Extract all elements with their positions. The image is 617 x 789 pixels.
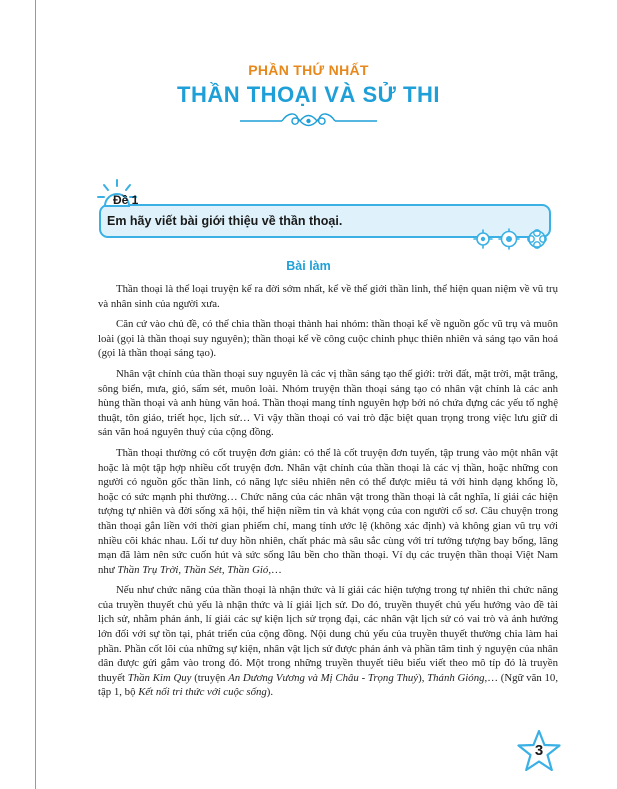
part-title: THẦN THOẠI VÀ SỬ THI	[177, 82, 440, 107]
answer-heading: Bài làm	[286, 259, 331, 273]
story-title-italic: Thần Kim Quy	[127, 671, 192, 684]
answer-body	[98, 282, 558, 706]
paragraph-text: Thần thoại thường có cốt truyện đơn giản: có thể là cốt truyện đơn tuyến, tập trung vào một nhân vật hoặc là một tập hợp nhiều cốt truyện đơn. Nhân vật chính của thần thoại là các vị thần, hoặc những con người có nguồn gốc thần linh, có năng lực siêu nhiên nên có thể được miêu tả với hình dạng khổng lồ, hoặc có sức mạnh phi thường… Chức năng của các nhân vật trong thần thoại là cắt nghĩa, lí giải các hiện tượng tự nhiên và đời sống xã hội, thể hiện niềm tin và khát vọng của con người cổ sơ. Câu chuyện trong thần thoại gắn liền với thời gian phiếm chỉ, mang tính ước lệ (không xác định) và không gian vũ trụ với nhiều cõi khác nhau. Lối tư duy hồn nhiên, chất phác mà sâu sắc cùng với trí tưởng tượng bay bổng, lãng mạn đã làm nên sức cuốn hút và sức sống lâu bền cho thần thoại. Ví dụ các truyện thần thoại Việt Nam như	[98, 446, 558, 576]
ornament-divider-icon	[240, 110, 377, 130]
flower-decoration-icon	[471, 228, 551, 250]
paragraph	[98, 282, 558, 311]
paragraph	[98, 317, 558, 361]
story-title-italic: An Dương Vương và Mị Châu - Trọng Thuỷ	[228, 671, 419, 684]
page-edge-line	[35, 0, 36, 789]
paragraph-text: Nếu như chức năng của thần thoại là nhận thức và lí giải các hiện tượng trong tự nhiên thì chức năng của truyền thuyết chủ yếu là nhận thức và lí giải lịch sử. Do đó, truyền thuyết chủ yếu hướng vào đề tài lịch sử, nhằm phản ánh, lí giải các sự kiện lịch sử trọng đại, các nhân vật lịch sử có vai trò và ảnh hưởng lớn đối với sự tồn tại, phát triển của cộng đồng. Nội dung chủ yếu của truyền thuyết thường chia làm hai phần. Phần cốt lõi của những sự kiện, nhân vật lịch sử được phản ánh và phần tâm tình ý nguyện của nhân dân được gửi gắm vào trong đó. Một trong những truyền thuyết tiêu biểu viết theo mô típ đó là truyền thuyết	[98, 584, 558, 684]
story-title-italic: Thánh Gióng	[427, 671, 485, 684]
paragraph-text: ,… (Ngữ văn 10, tập 1, bộ	[98, 671, 559, 699]
paragraph	[98, 367, 558, 440]
paragraph-text: Thần thoại là thể loại truyện kể ra đời sớm nhất, kể về thế giới thần linh, thể hiện quan niệm về vũ trụ và nhân sinh của người xưa.	[98, 283, 558, 310]
paragraph-text: Nhân vật chính của thần thoại suy nguyên là các vị thần sáng tạo thế giới: trời đất, mặt trời, mặt trăng, sông biển, mưa, gió, sấm sét, muôn loài. Nhóm truyện thần thoại sáng tạo có nhân vật chính là các anh hùng thần thoại và anh hùng văn hoá. Thần thoại mang tính nguyên hợp bởi nó chứa đựng các yếu tố nghệ thuật, tôn giáo, triết học, lịch sử… Vì vậy thần thoại có vai trò đặc biệt quan trọng trong việc lưu giữ di sản văn hoá nguyên thuỷ của cộng đồng.	[98, 367, 558, 439]
task-prompt-text: Em hãy viết bài giới thiệu về thần thoại.	[107, 214, 343, 228]
paragraph-text: ),	[418, 671, 428, 684]
paragraph-text: ).	[266, 686, 274, 699]
paragraph-text: Căn cứ vào chủ đề, có thể chia thần thoại thành hai nhóm: thần thoại kể về nguồn gốc vũ trụ và muôn loài (gọi là thần thoại suy nguyên); thần thoại kể về công cuộc chinh phục thiên nhiên và sáng tạo văn hoá (gọi là thần thoại sáng tạo).	[98, 318, 558, 360]
paragraph	[98, 583, 558, 700]
page-number: 3	[534, 742, 544, 759]
paragraph-text: ,…	[268, 563, 282, 576]
paragraph-text: (truyện	[191, 671, 229, 684]
task-number-label: Đề 1	[113, 193, 139, 207]
story-title-italic: Thần Trụ Trời, Thần Sét, Thần Gió	[117, 563, 269, 576]
part-label: PHẦN THỨ NHẤT	[248, 62, 369, 78]
book-series-italic: Kết nối tri thức với cuộc sống	[138, 686, 267, 699]
paragraph	[98, 446, 558, 577]
